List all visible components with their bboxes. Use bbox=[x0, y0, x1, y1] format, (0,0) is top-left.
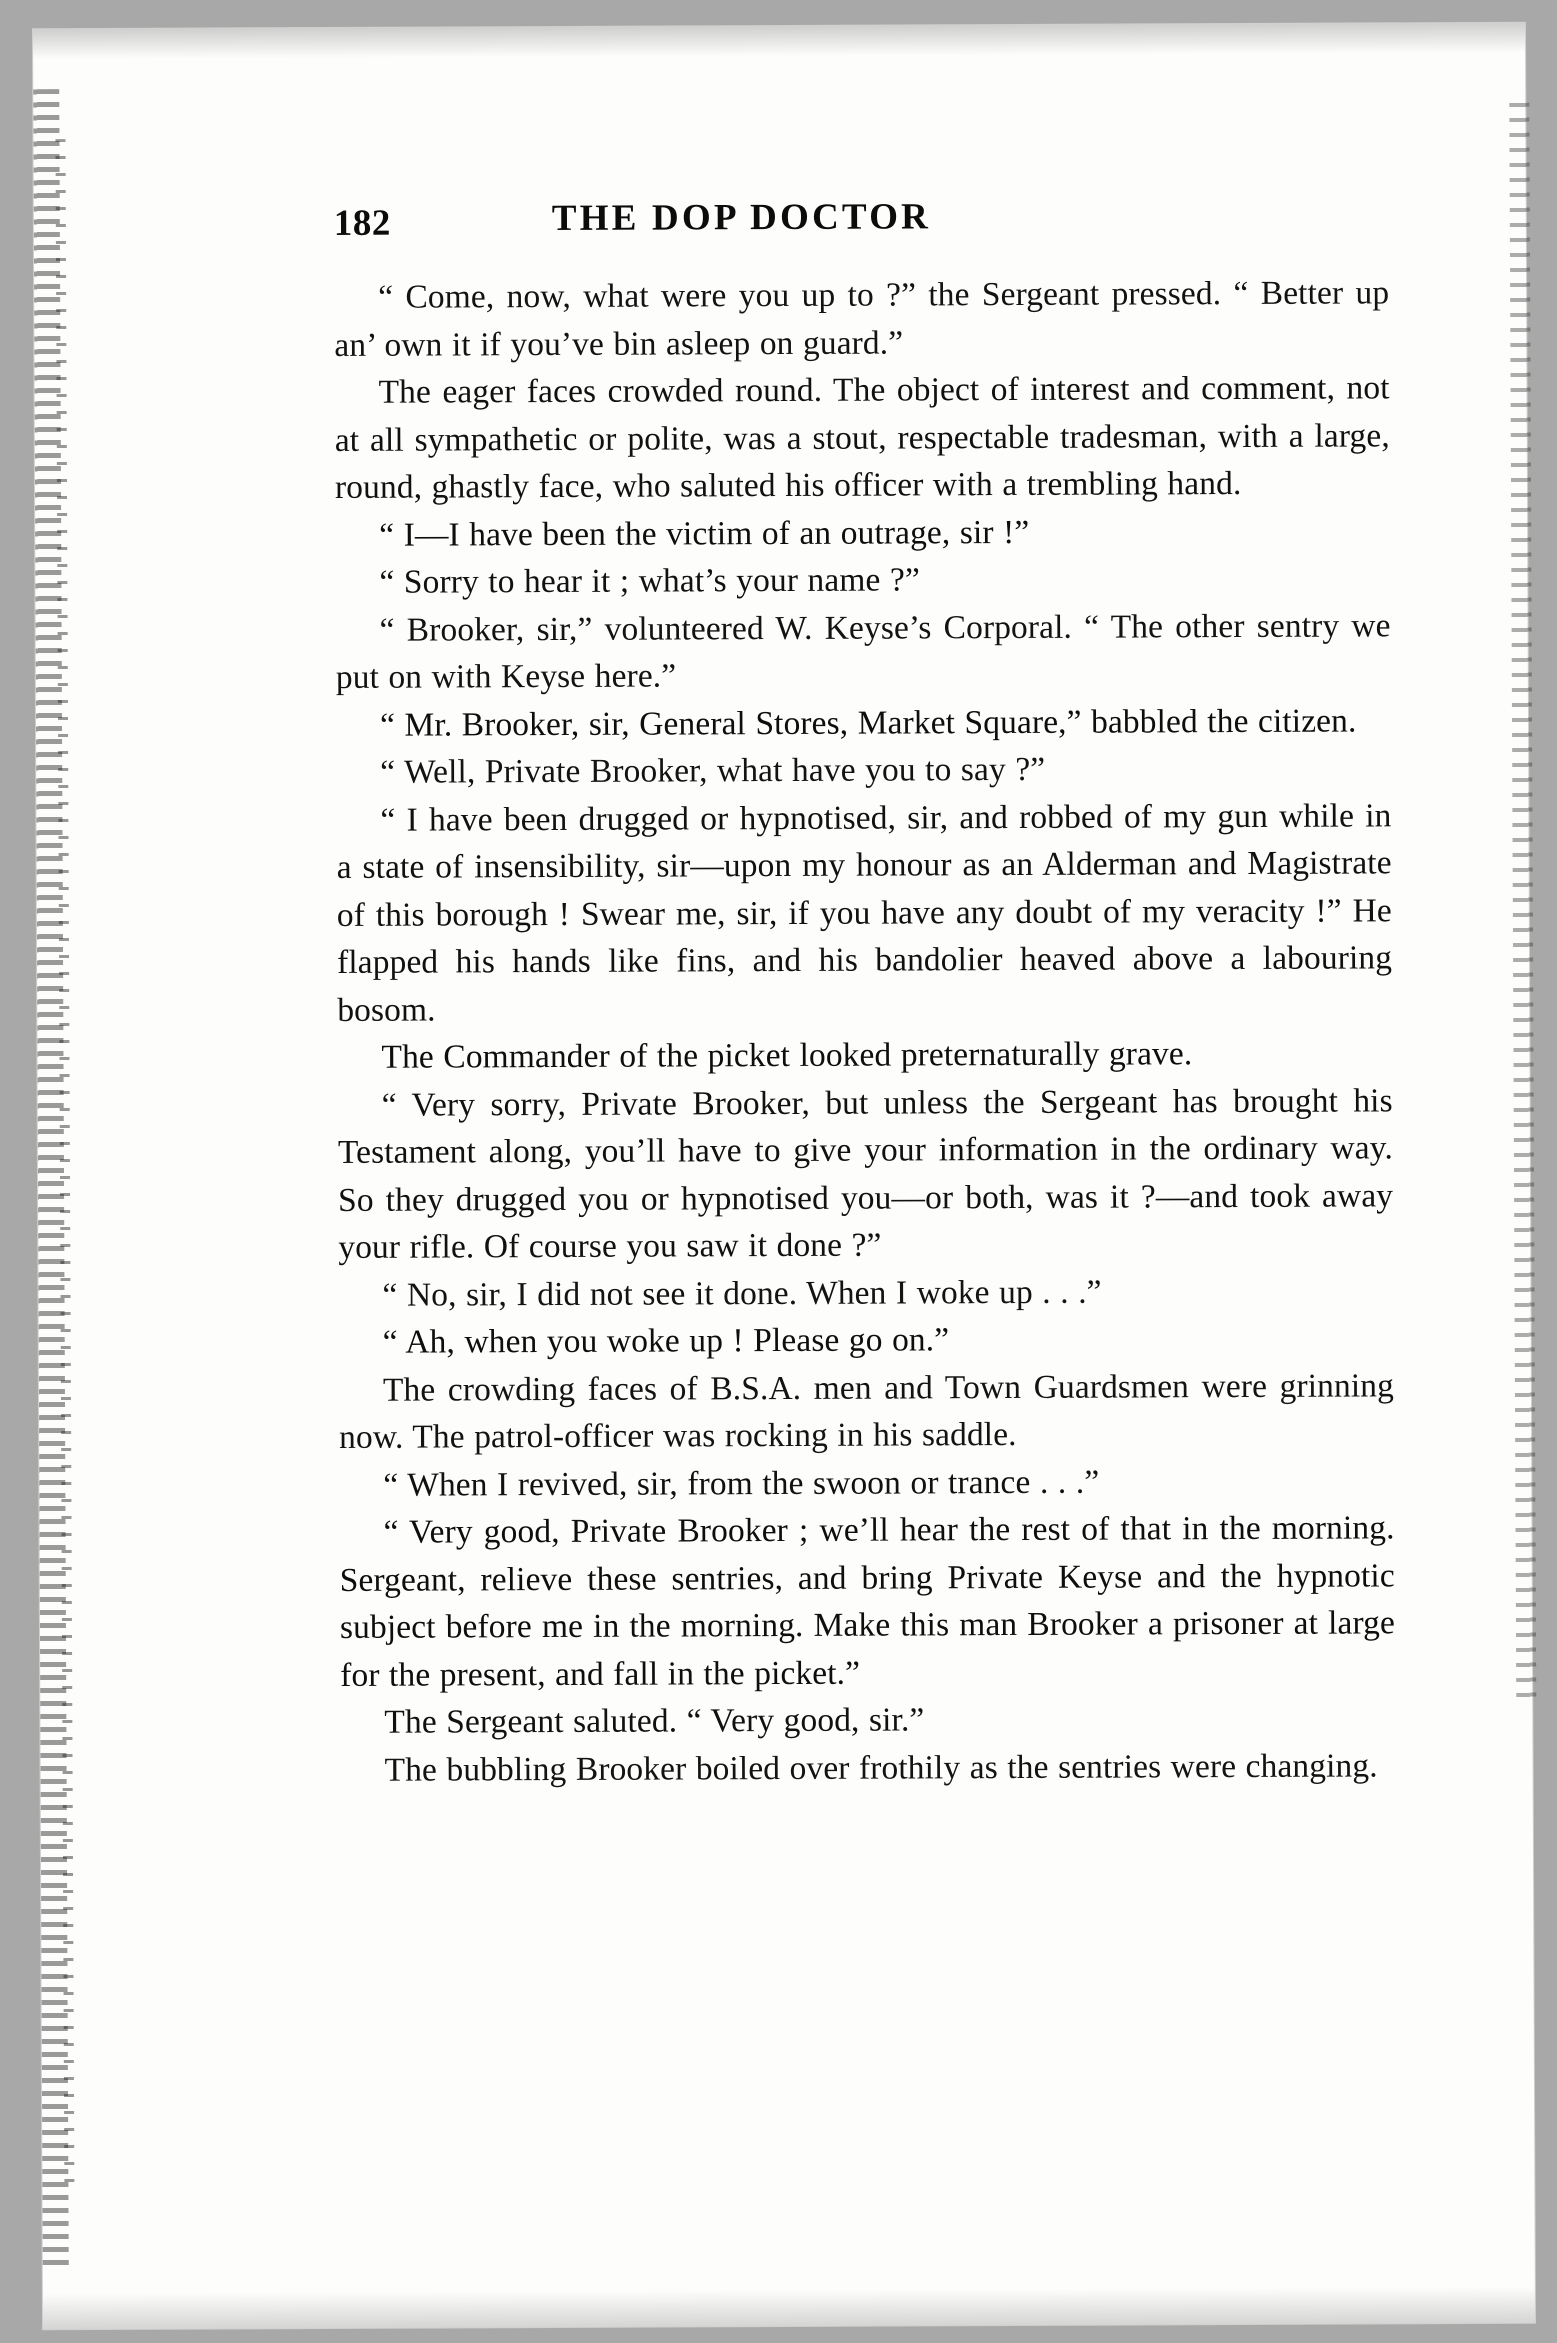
paragraph: “ Come, now, what were you up to ?” the Sergeant pressed. “ Better up an’ own it if you’ve bin asleep on guard.” bbox=[334, 274, 1390, 364]
paragraph: “ Mr. Brooker, sir, General Stores, Market Square,” babbled the citizen. bbox=[379, 701, 1357, 744]
book-title: THE DOP DOCTOR bbox=[551, 196, 932, 240]
scan-edge-right bbox=[1509, 103, 1536, 1703]
paragraph: “ Very sorry, Private Brooker, but unless the Sergeant has brought his Testament along, you’ll have to give your information in the ordinary way. So they drugged you or hypnotised you—or both, was it ?—and took away your rifle. Of course you saw it done ?” bbox=[337, 1081, 1394, 1266]
paragraph: “ I—I have been the victim of an outrage, sir !” bbox=[379, 513, 1030, 554]
paragraph: “ Very good, Private Brooker ; we’ll hear the rest of that in the morning. Sergeant, relieve these sentries, and bring Private Keyse and the hypnotic subject before me in the morning. Make this man Brooker a prisoner at large for the present, and fall in the picket.” bbox=[339, 1509, 1396, 1694]
paragraph: “ Ah, when you woke up ! Please go on.” bbox=[382, 1321, 950, 1361]
page-number: 182 bbox=[333, 202, 391, 244]
paragraph: The bubbling Brooker boiled over frothily as the sentries were changing. bbox=[384, 1746, 1378, 1789]
paragraph: “ I have been drugged or hypnotised, sir, and robbed of my gun while in a state of insensibility, sir—upon my honour as an Alderman and Magistrate of this borough ! Swear me, sir, if you have any doubt of my veracity !” He flapped his hands like fins, and his bandolier heaved above a labouring bosom. bbox=[336, 796, 1393, 1029]
paragraph: The eager faces crowded round. The object of interest and comment, not at all sympathetic or polite, was a stout, respectable tradesman, with a large, round, ghastly face, who saluted his officer with a trembling hand. bbox=[334, 369, 1390, 506]
scan-edge-top bbox=[33, 23, 1525, 60]
body-text bbox=[334, 269, 1396, 1794]
paragraph: The Sergeant saluted. “ Very good, sir.” bbox=[384, 1701, 925, 1741]
text-block bbox=[334, 193, 1396, 1794]
paragraph: “ Sorry to hear it ; what’s your name ?” bbox=[379, 561, 920, 601]
scan-edge-bottom bbox=[43, 2287, 1535, 2330]
paragraph: “ Brooker, sir,” volunteered W. Keyse’s Corporal. “ The other sentry we put on with Keyse here.” bbox=[335, 606, 1391, 696]
paragraph: “ No, sir, I did not see it done. When I woke up . . .” bbox=[382, 1273, 1102, 1314]
running-head bbox=[334, 193, 1389, 252]
paragraph: “ Well, Private Brooker, what have you to say ?” bbox=[380, 750, 1046, 791]
paragraph: “ When I revived, sir, from the swoon or trance . . .” bbox=[383, 1463, 1100, 1504]
paragraph: The crowding faces of B.S.A. men and Town Guardsmen were grinning now. The patrol-officer was rocking in his saddle. bbox=[339, 1366, 1394, 1456]
page-sheet bbox=[33, 23, 1535, 2329]
paragraph: The Commander of the picket looked preternaturally grave. bbox=[381, 1035, 1193, 1076]
